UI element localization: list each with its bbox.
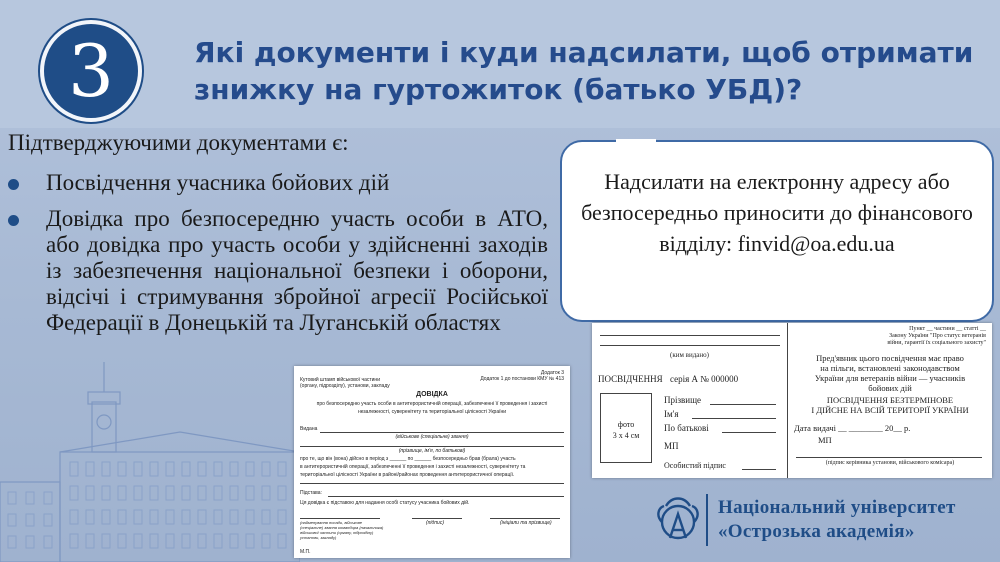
slide-title: Які документи і куди надсилати, щоб отримати знижку на гуртожиток (батько УБД)? bbox=[194, 36, 974, 106]
building-window bbox=[278, 534, 286, 548]
building-window bbox=[166, 510, 174, 524]
doc-text: Дата видачі __ ________ 20__ р. bbox=[794, 423, 911, 433]
building-window bbox=[86, 534, 94, 548]
doc-text: І ДІЙСНЕ НА ВСІЙ ТЕРИТОРІЇ УКРАЇНИ bbox=[811, 405, 969, 415]
building-window bbox=[134, 486, 142, 500]
building-window bbox=[26, 492, 34, 504]
building-window bbox=[8, 514, 16, 526]
building-window bbox=[246, 486, 254, 500]
doc-text: серія А № 000000 bbox=[670, 374, 739, 384]
building-window bbox=[246, 462, 254, 476]
building-window bbox=[150, 462, 158, 476]
list-item-text: Посвідчення учасника бойових дій bbox=[46, 170, 390, 195]
info-bubble bbox=[560, 140, 994, 322]
building-window bbox=[118, 462, 126, 476]
doc-text: (органу, підрозділу), установи, закладу bbox=[300, 383, 390, 389]
building-window bbox=[86, 510, 94, 524]
list-item bbox=[8, 170, 548, 196]
building-window bbox=[102, 510, 110, 524]
building-window bbox=[214, 510, 222, 524]
building-window bbox=[278, 486, 286, 500]
building-window bbox=[26, 514, 34, 526]
building-window bbox=[86, 462, 94, 476]
building-window bbox=[182, 486, 190, 500]
building-window bbox=[278, 462, 286, 476]
building-window bbox=[134, 510, 142, 524]
doc-text: в антитерористичній операції, забезпеченні її проведення і захисті незалежності, суверенітету та bbox=[300, 464, 526, 470]
doc-text: Видана bbox=[300, 426, 318, 432]
building-window bbox=[134, 462, 142, 476]
building-window bbox=[198, 462, 206, 476]
doc-text: ПОСВІДЧЕННЯ bbox=[598, 374, 663, 384]
doc-text: Особистий підпис bbox=[664, 461, 726, 470]
bullet-icon bbox=[8, 179, 19, 190]
doc-text: на пільги, встановлені законодавством bbox=[820, 363, 960, 373]
bubble-text: Надсилати на електронну адресу або безпосередньо приносити до фінансового відділу: finvid@oa.edu.ua bbox=[581, 169, 973, 256]
university-name bbox=[718, 496, 956, 544]
building-window bbox=[262, 510, 270, 524]
building-window bbox=[230, 462, 238, 476]
doc-text: фото bbox=[617, 420, 635, 429]
building-window bbox=[118, 510, 126, 524]
veteran-id-image bbox=[592, 323, 992, 478]
bullet-icon bbox=[8, 215, 19, 226]
doc-text: Додаток 3 bbox=[540, 370, 564, 376]
doc-text: Кутовий штамп військової частини bbox=[300, 377, 380, 383]
building-window bbox=[166, 462, 174, 476]
building-window bbox=[102, 486, 110, 500]
building-window bbox=[246, 510, 254, 524]
building-window bbox=[214, 486, 222, 500]
list-item-text: Довідка про безпосередню участь особи в АТО, або довідка про участь особи у здійсненні заходів із забезпечення національної безпеки і оборони, відсічі і стримування збройної агресії Російської Федерації в Донецькій та Луганській областях bbox=[46, 206, 548, 335]
building-window bbox=[8, 536, 16, 548]
university-name-line2: «Острозька академія» bbox=[718, 521, 915, 542]
university-logo-icon bbox=[652, 492, 704, 548]
building-window bbox=[230, 510, 238, 524]
certificate-document-image bbox=[294, 366, 570, 558]
building-window bbox=[70, 510, 78, 524]
building-window bbox=[278, 510, 286, 524]
building-window bbox=[214, 462, 222, 476]
doc-text: України для ветеранів війни — учасників bbox=[814, 373, 966, 383]
doc-text: Закону України "Про статус ветеранів bbox=[889, 333, 986, 339]
building-window bbox=[134, 534, 142, 548]
building-window bbox=[262, 534, 270, 548]
doc-text: По батькові bbox=[664, 423, 709, 433]
doc-text: (підпис керівника установи, військового комісара) bbox=[825, 460, 955, 466]
building-window bbox=[182, 462, 190, 476]
building-illustration bbox=[0, 362, 300, 562]
building-window bbox=[118, 534, 126, 548]
building-window bbox=[182, 534, 190, 548]
document-list bbox=[8, 170, 548, 346]
building-window bbox=[70, 534, 78, 548]
doc-text: територіальної цілісності України в районі/районах проведення антитерористичної операції. bbox=[300, 472, 515, 478]
building-window bbox=[262, 462, 270, 476]
doc-text: (ініціали та прізвище) bbox=[500, 520, 552, 526]
building-window bbox=[198, 486, 206, 500]
building-window bbox=[150, 486, 158, 500]
building-window bbox=[166, 534, 174, 548]
building-window bbox=[150, 534, 158, 548]
university-name-line1: Національний університет bbox=[718, 497, 956, 518]
building-window bbox=[182, 510, 190, 524]
doc-text: М.П. bbox=[300, 549, 311, 555]
building-window bbox=[246, 534, 254, 548]
building-window bbox=[198, 510, 206, 524]
doc-text: Пред'явник цього посвідчення має право bbox=[816, 353, 964, 363]
building-window bbox=[44, 536, 52, 548]
doc-text: Пункт __ частини __ статті __ bbox=[909, 326, 986, 332]
building-window bbox=[230, 486, 238, 500]
logo-divider bbox=[706, 494, 708, 546]
building-window bbox=[44, 492, 52, 504]
doc-text: Прізвище bbox=[664, 395, 702, 405]
doc-text: (військове (спеціальне) звання) bbox=[395, 434, 469, 440]
bubble-joint bbox=[616, 139, 656, 143]
doc-text: (прізвище, ім'я, по батькові) bbox=[398, 448, 466, 454]
building-window bbox=[8, 492, 16, 504]
building-window bbox=[86, 486, 94, 500]
building-window bbox=[70, 462, 78, 476]
slide-number: 3 bbox=[40, 20, 142, 122]
doc-text: (найменування посади, військове (спеціальне) звання командира (начальника) військової частини (органу, підрозділу) установи, закладу) bbox=[300, 520, 384, 540]
doc-text: про те, що він (вона) дійсно в період з ______ по ______ безпосередньо брав (брала) участь bbox=[300, 456, 516, 462]
building-window bbox=[70, 486, 78, 500]
list-item bbox=[8, 206, 548, 336]
doc-heading: ДОВІДКА bbox=[416, 391, 448, 398]
doc-text: (підпис) bbox=[426, 520, 444, 526]
building-window bbox=[44, 514, 52, 526]
building-window bbox=[102, 534, 110, 548]
doc-text: війни, гарантії їх соціального захисту" bbox=[887, 340, 986, 346]
doc-text: Ця довідка є підставою для надання особі статусу учасника бойових дій. bbox=[300, 500, 470, 506]
building-window bbox=[166, 486, 174, 500]
intro-text: Підтверджуючими документами є: bbox=[8, 130, 349, 155]
doc-text: Ім'я bbox=[664, 409, 679, 419]
building-window bbox=[198, 534, 206, 548]
doc-text: Додаток 1 до постанови КМУ № 413 bbox=[480, 376, 564, 382]
building-window bbox=[118, 486, 126, 500]
building-window bbox=[150, 510, 158, 524]
doc-text: МП bbox=[664, 441, 679, 451]
building-window bbox=[26, 536, 34, 548]
building-window bbox=[102, 462, 110, 476]
building-window bbox=[214, 534, 222, 548]
doc-text: про безпосередню участь особи в антитерористичній операції, забезпеченні її проведення і захисті bbox=[316, 401, 548, 407]
doc-text: МП bbox=[818, 435, 832, 445]
doc-text: 3 х 4 см bbox=[612, 431, 640, 440]
doc-text: бойових дій bbox=[868, 383, 912, 393]
building-window bbox=[230, 534, 238, 548]
doc-text: ПОСВІДЧЕННЯ БЕЗТЕРМІНОВЕ bbox=[826, 395, 954, 405]
doc-text: незалежності, суверенітету та територіальної цілісності України bbox=[357, 409, 507, 415]
doc-text: (ким видано) bbox=[670, 351, 709, 359]
building-window bbox=[262, 486, 270, 500]
photo-box bbox=[600, 393, 652, 463]
doc-text: Підстава: bbox=[300, 490, 322, 496]
